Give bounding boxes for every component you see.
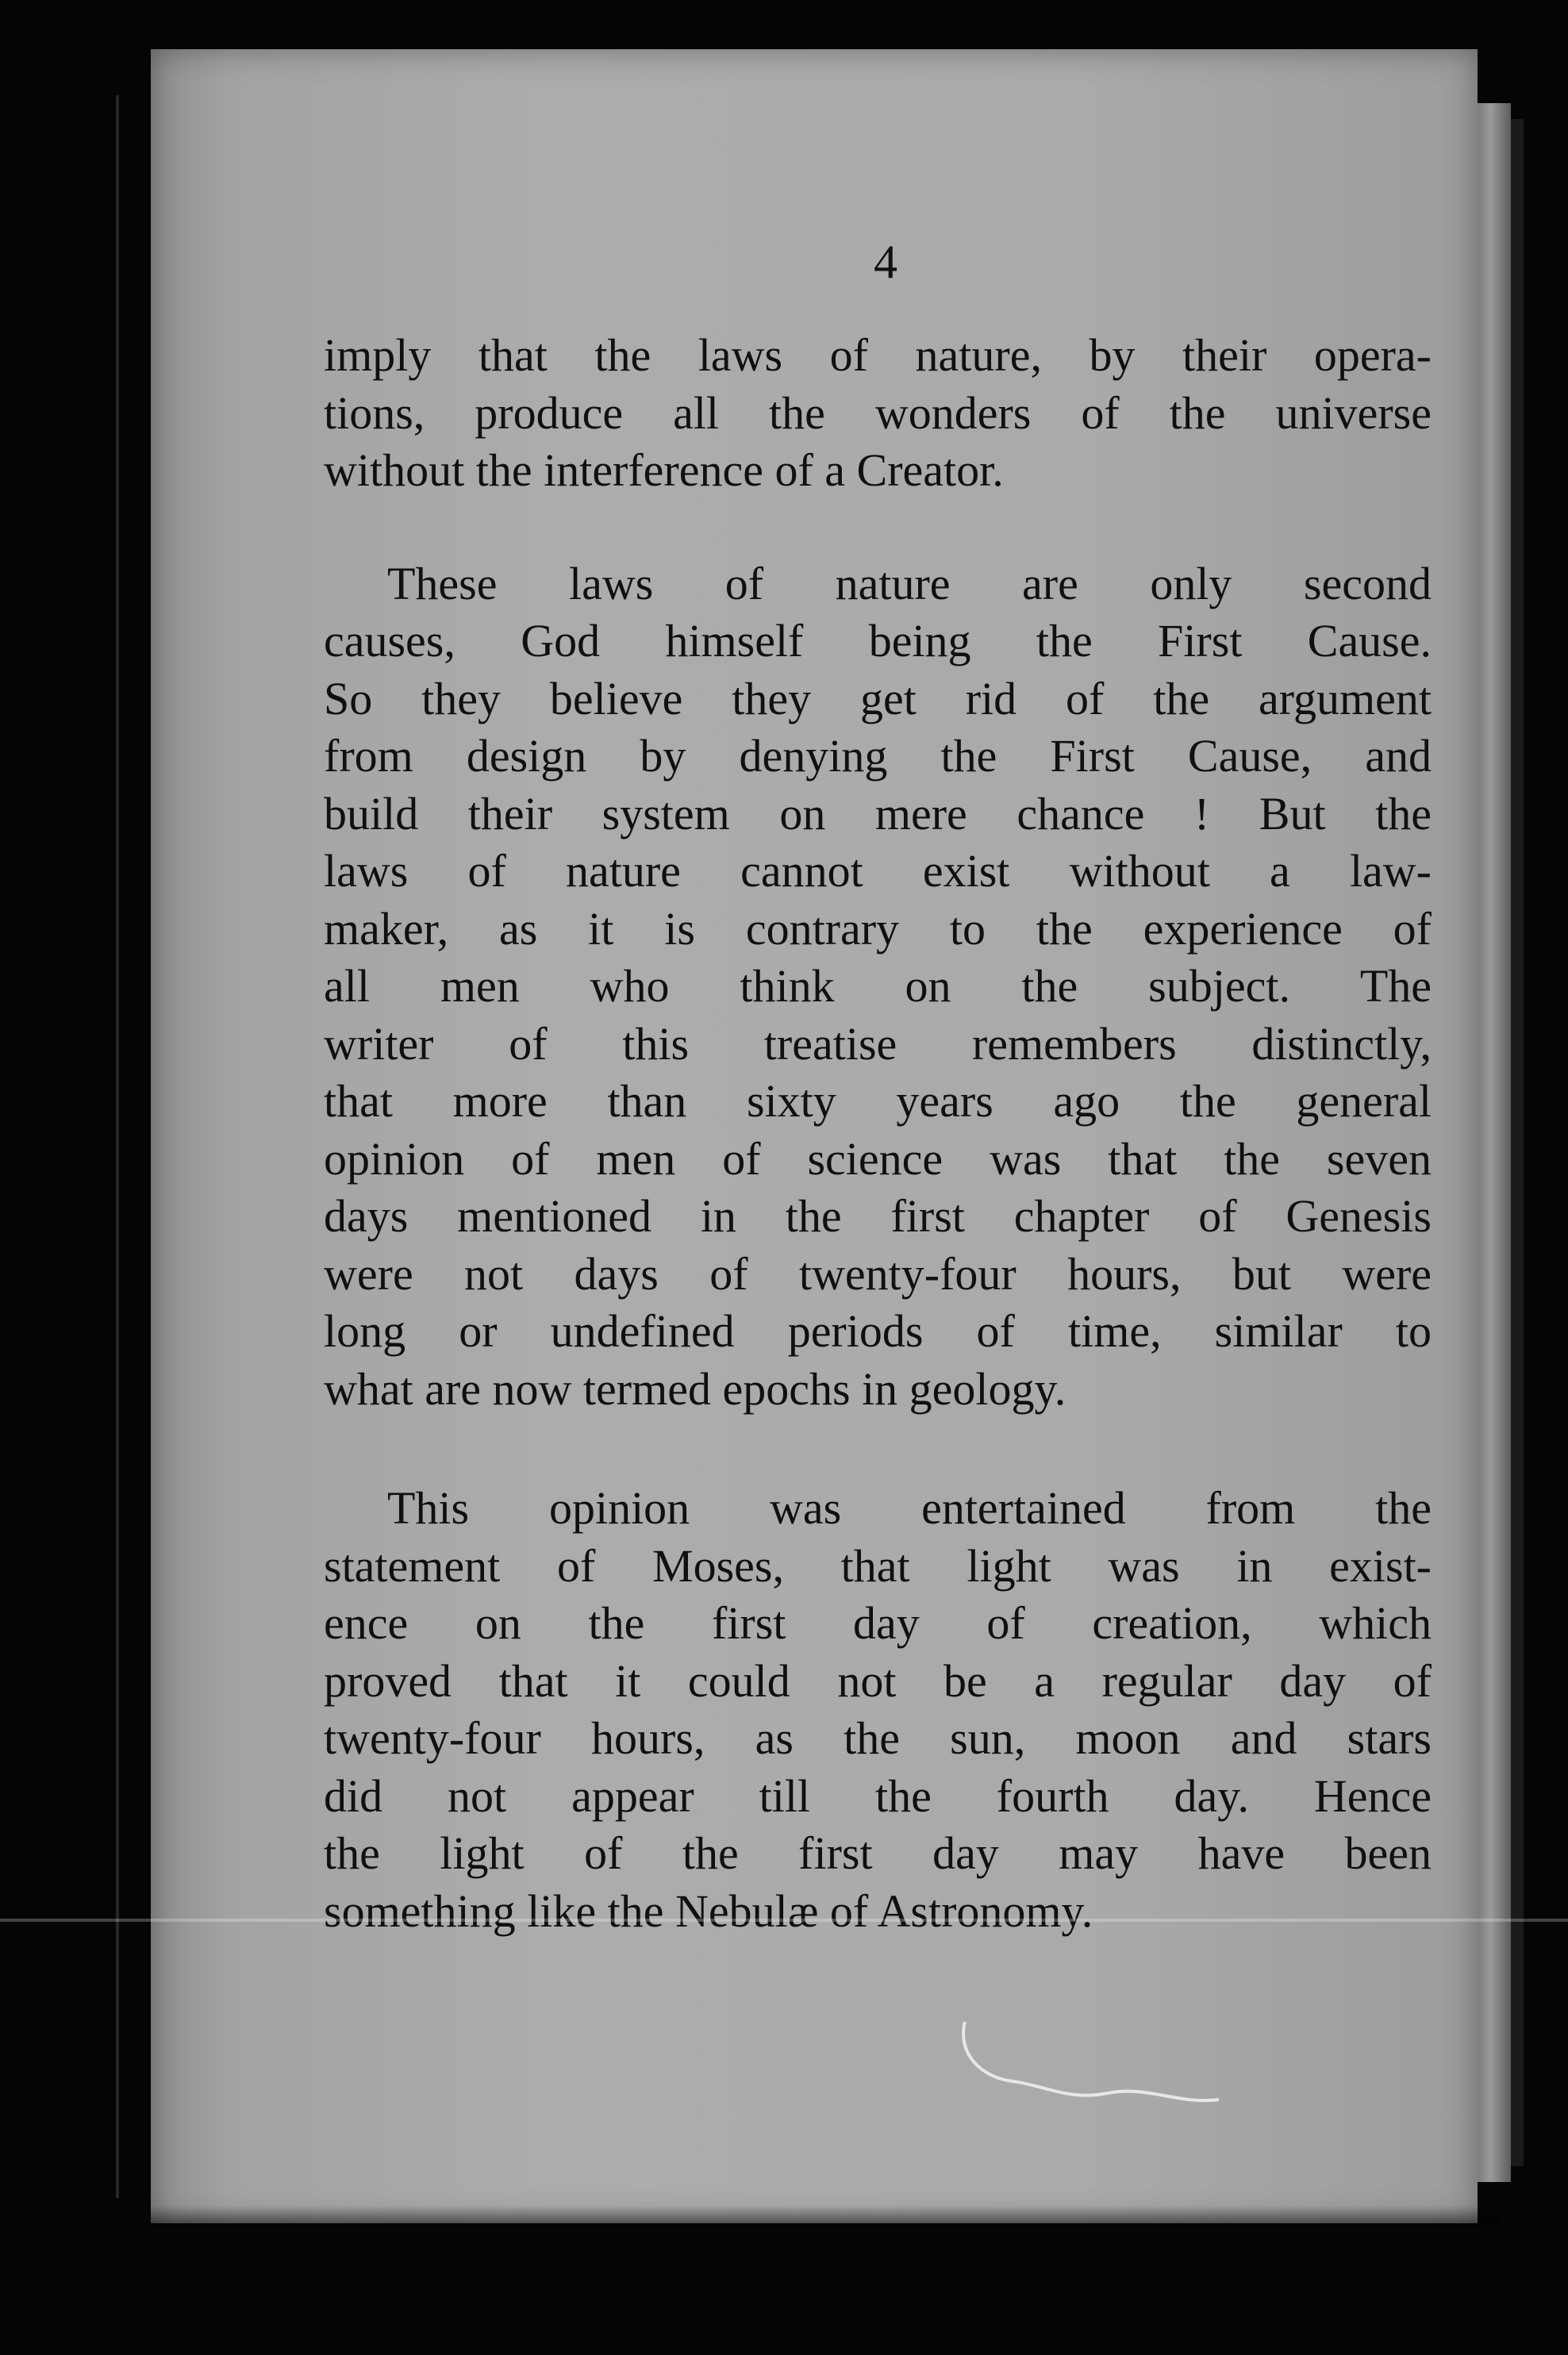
text-line: These laws of nature are only second (387, 557, 1432, 609)
text-line: from design by denying the First Cause, and (324, 730, 1432, 782)
text-line: proved that it could not be a regular day of (324, 1654, 1432, 1707)
paragraph-spacer (324, 1418, 1432, 1480)
scan-artifact-line (0, 1919, 1568, 1922)
page-edge (1478, 103, 1511, 2182)
text-line: writer of this treatise remembers distinctly, (324, 1017, 1432, 1070)
page-bottom-shadow (151, 2206, 1500, 2226)
text-line: were not days of twenty-four hours, but were (324, 1247, 1432, 1300)
text-line: tions, produce all the wonders of the universe (324, 386, 1432, 439)
paragraph (324, 555, 1432, 1419)
scan-margin-rule (116, 95, 119, 2198)
text-line: This opinion was entertained from the (387, 1482, 1432, 1534)
text-line: something like the Nebulæ of Astronomy. (324, 1884, 1093, 1937)
text-line: twenty-four hours, as the sun, moon and stars (324, 1712, 1432, 1764)
text-line: opinion of men of science was that the seven (324, 1132, 1432, 1185)
text-line: So they believe they get rid of the argument (324, 672, 1432, 724)
text-line: days mentioned in the first chapter of Genesis (324, 1190, 1432, 1242)
text-line: did not appear till the fourth day. Hence (324, 1769, 1432, 1822)
paragraph-spacer (324, 500, 1432, 555)
text-line: long or undefined periods of time, similar to (324, 1305, 1432, 1357)
text-line: maker, as it is contrary to the experience of (324, 902, 1432, 955)
text-line: build their system on mere chance ! But the (324, 787, 1432, 839)
text-line: laws of nature cannot exist without a law- (324, 845, 1432, 897)
body-text (324, 327, 1432, 1940)
paragraph (324, 1480, 1432, 1940)
page-number: 4 (874, 236, 897, 288)
text-line: ence on the first day of creation, which (324, 1597, 1432, 1649)
text-line: what are now termed epochs in geology. (324, 1362, 1066, 1415)
text-line: the light of the first day may have been (324, 1827, 1432, 1879)
text-line: causes, God himself being the First Cause. (324, 615, 1432, 667)
text-line: without the interference of a Creator. (324, 444, 1004, 496)
text-line: all men who think on the subject. The (324, 960, 1432, 1012)
ink-flourish-mark (949, 2006, 1235, 2117)
text-line: imply that the laws of nature, by their opera- (324, 329, 1432, 381)
text-line: statement of Moses, that light was in exist- (324, 1539, 1432, 1592)
page-edge-shadow (1511, 119, 1524, 2166)
text-line: that more than sixty years ago the general (324, 1075, 1432, 1127)
paragraph (324, 327, 1432, 500)
